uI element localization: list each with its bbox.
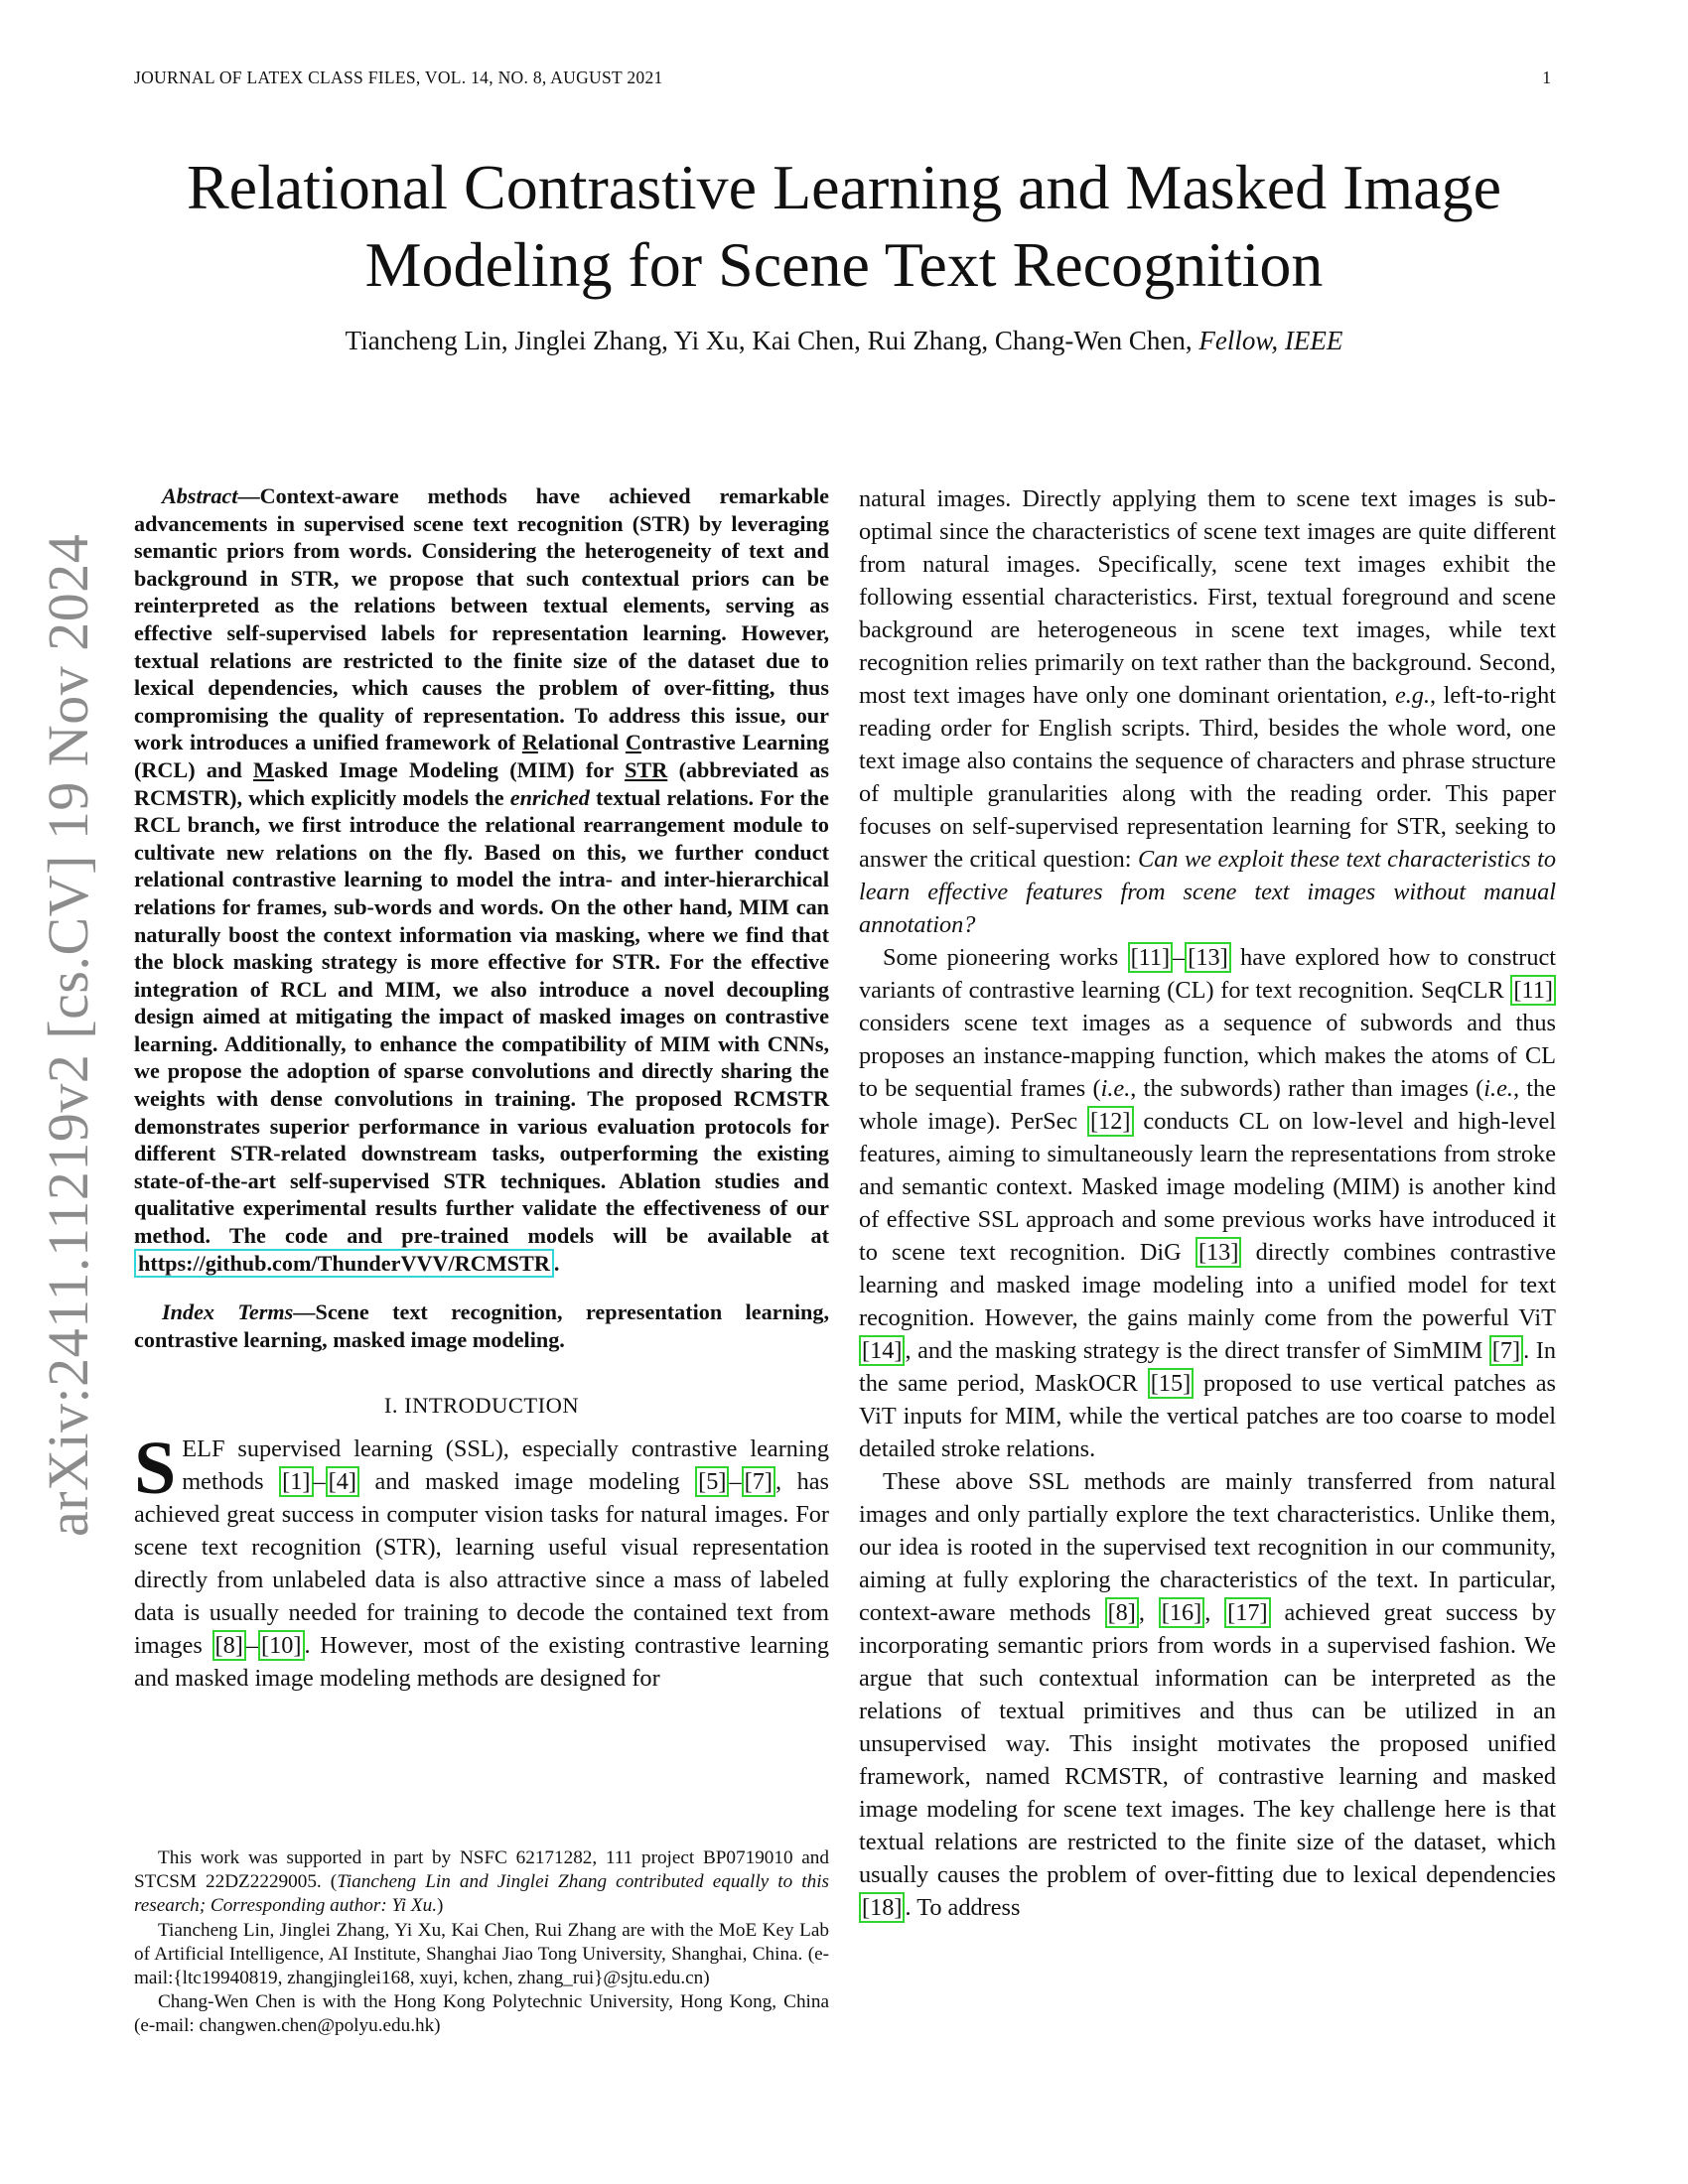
- body-text: These above SSL methods are mainly transferred from natural images and only partially explore the text characteristics. Unlike them, our idea is rooted in the supervised text recognition in our community, aiming at fully exploring the characteristics of the text. In particular, context-aware methods: [859, 1468, 1556, 1626]
- footnote-emph: Tiancheng Lin and Jinglei Zhang contributed equally to this research; Corresponding author: Yi Xu.: [134, 1871, 830, 1917]
- intro-text: –: [313, 1468, 326, 1496]
- body-text: proposed to use vertical patches as ViT inputs for MIM, while the vertical patches are too coarse to model detailed stroke relations.: [859, 1370, 1557, 1462]
- abstract-text: elational: [537, 730, 626, 755]
- citation-link[interactable]: [10]: [258, 1630, 304, 1661]
- abstract-end: .: [553, 1250, 560, 1276]
- abstract-text: ontrastive Learning (RCL) and: [134, 730, 830, 782]
- citation-link[interactable]: [8]: [212, 1630, 246, 1661]
- intro-paragraph: [134, 1427, 829, 1695]
- body-text: conducts CL on low-level and high-level features, aiming to simultaneously learn the representations from stroke and semantic context. Masked image modeling (MIM) is another kind of effective SSL approach and some previous works have introduced it to scene text recognition. DiG: [859, 1108, 1556, 1266]
- footnote-text: ): [437, 1895, 444, 1917]
- right-paragraph-1: [859, 482, 1556, 941]
- left-column: [134, 482, 829, 1695]
- intro-text: –: [729, 1468, 742, 1496]
- citation-link[interactable]: [13]: [1196, 1237, 1241, 1268]
- body-text: Some pioneering works: [883, 944, 1128, 971]
- abstract-lead: Abstract: [162, 483, 238, 508]
- index-terms: [134, 1298, 829, 1353]
- body-text: ,: [1204, 1599, 1225, 1626]
- citation-link[interactable]: [4]: [326, 1466, 359, 1497]
- citation-link[interactable]: [5]: [695, 1466, 729, 1497]
- body-math: e.g.: [1394, 682, 1431, 709]
- drop-cap: S: [134, 1427, 177, 1511]
- body-text: achieved great success by incorporating semantic priors from words in a supervised fashion. We argue that such contextual information can be interpreted as the relations of textual primitives and thus can be utilized in an unsupervised way. This insight motivates the proposed unified framework, named RCMSTR, of contrastive learning and masked image modeling for scene text images. The key challenge here is that textual relations are restricted to the finite size of the dataset, which usually causes the problem of over-fitting due to lexical dependencies: [859, 1599, 1556, 1888]
- body-text: ,: [1138, 1599, 1159, 1626]
- abstract-text: textual relations. For the RCL branch, we first introduce the relational rearrangement module to cultivate new relations on the fly. Based on this, we further conduct relational contrastive learning to model the intra- and inter-hierarchical relations for frames, sub-words and words. On the other hand, MIM can naturally boost the context information via masking, where we find that the block masking strategy is more effective for STR. For the effective integration of RCL and MIM, we also introduce a novel decoupling design aimed at mitigating the impact of masked images on contrastive learning. Additionally, to enhance the compatibility of MIM with CNNs, we propose the adoption of sparse convolutions and directly sharing the weights with dense convolutions in training. The proposed RCMSTR demonstrates superior performance in various evaluation protocols for different STR-related downstream tasks, outperforming the existing state-of-the-art self-supervised STR techniques. Ablation studies and qualitative experimental results further validate the effectiveness of our method. The code and pre-trained models will be available at: [134, 784, 829, 1249]
- citation-link[interactable]: [1]: [279, 1466, 313, 1497]
- body-text: considers scene text images as a sequence of subwords and thus proposes an instance-mapping function, which makes the atoms of CL to be sequential frames (: [859, 1010, 1556, 1102]
- body-text: –: [1173, 944, 1186, 971]
- right-column: [859, 482, 1556, 1924]
- body-math: i.e.: [1100, 1075, 1131, 1102]
- citation-link[interactable]: [7]: [742, 1466, 775, 1497]
- body-text: , the subwords) rather than images (: [1130, 1075, 1484, 1102]
- right-paragraph-2: [859, 941, 1556, 1465]
- code-url-link[interactable]: https://github.com/ThunderVVV/RCMSTR: [134, 1249, 554, 1278]
- abstract-underline-c: C: [625, 730, 641, 755]
- citation-link[interactable]: [7]: [1489, 1335, 1523, 1366]
- footnotes: [134, 1846, 829, 2039]
- intro-text: –: [245, 1632, 259, 1660]
- body-text: directly combines contrastive learning and masked image modeling into a unified model for text recognition. However, the gains mainly come from the powerful ViT: [859, 1239, 1556, 1331]
- abstract-text: asked Image Modeling (MIM) for: [273, 756, 626, 782]
- section-heading: I. INTRODUCTION: [383, 1393, 580, 1419]
- citation-link[interactable]: [16]: [1159, 1597, 1204, 1628]
- abstract-text: —Context-aware methods have achieved remarkable advancements in supervised scene text recognition (STR) by leveraging semantic priors from words. Considering the heterogeneity of text and background in STR, we propose that such contextual priors can be reinterpreted as the relations between textual elements, serving as effective self-supervised labels for representation learning. However, textual relations are restricted to the finite size of the dataset due to lexical dependencies, which causes the problem of over-fitting, thus compromising the quality of representation. To address this issue, our work introduces a unified framework of: [134, 483, 829, 755]
- footnote-text: This work was supported in part by NSFC 62171282, 111 project BP0719010 and STCSM 22DZ2229005. (: [134, 1847, 829, 1893]
- intro-text: . However, most of the existing contrastive learning and masked image modeling methods are designed for: [134, 1632, 829, 1693]
- body-text: natural images. Directly applying them to scene text images is sub-optimal since the characteristics of scene text images are quite different from natural images. Specifically, scene text images exhibit the following essential characteristics. First, textual foreground and scene background are heterogeneous in scene text images, while text recognition relies primarily on text rather than the background. Second, most text images have only one dominant orientation,: [859, 485, 1556, 709]
- abstract: [134, 482, 829, 1277]
- paper-title: Relational Contrastive Learning and Masked Image Modeling for Scene Text Recognition: [186, 152, 1502, 300]
- citation-link[interactable]: [12]: [1087, 1106, 1133, 1137]
- footnote-affiliation-polyu: Chang-Wen Chen is with the Hong Kong Polytechnic University, Hong Kong, China (e-mail: changwen.chen@polyu.edu.hk): [134, 1991, 829, 2037]
- body-text: . To address: [905, 1894, 1021, 1921]
- arxiv-watermark: arXiv:2411.11219v2 [cs.CV] 19 Nov 2024: [36, 533, 100, 1537]
- abstract-underline-str: STR: [625, 756, 668, 782]
- author-suffix: Fellow, IEEE: [1198, 326, 1343, 355]
- citation-link[interactable]: [11]: [1128, 942, 1174, 973]
- body-text: . In the same period, MaskOCR: [859, 1337, 1556, 1397]
- citation-link[interactable]: [8]: [1105, 1597, 1139, 1628]
- intro-text: , has achieved great success in computer vision tasks for natural images. For scene text recognition (STR), learning useful visual representation directly from unlabeled data is also attractive since a mass of labeled data is usually needed for training to decode the contained text from images: [134, 1468, 829, 1660]
- body-math: i.e.: [1483, 1075, 1513, 1102]
- abstract-underline-m: M: [253, 756, 274, 782]
- citation-link[interactable]: [17]: [1224, 1597, 1270, 1628]
- body-text: , left-to-right reading order for English scripts. Third, besides the whole word, one text image also contains the sequence of characters and phrase structure of multiple granularities along with the reading order. This paper focuses on self-supervised representation learning for STR, seeking to answer the critical question:: [859, 682, 1556, 873]
- citation-link[interactable]: [18]: [859, 1892, 905, 1923]
- citation-link[interactable]: [14]: [859, 1335, 905, 1366]
- footnote-funding: [134, 1846, 829, 1919]
- intro-text: ELF supervised learning (SSL), especially contrastive learning methods: [182, 1435, 829, 1496]
- footnote-affiliation-sjtu: Tiancheng Lin, Jinglei Zhang, Yi Xu, Kai Chen, Rui Zhang are with the MoE Key Lab of Artificial Intelligence, AI Institute, Shanghai Jiao Tong University, Shanghai, China. (e-mail:{ltc19940819, zhangjinglei168, xuyi, kchen, zhang_rui}@sjtu.edu.cn): [134, 1919, 829, 1989]
- citation-link[interactable]: [13]: [1185, 942, 1230, 973]
- body-text: , the whole image). PerSec: [859, 1075, 1556, 1135]
- journal-header: JOURNAL OF LATEX CLASS FILES, VOL. 14, NO. 8, AUGUST 2021: [134, 68, 663, 87]
- citation-link[interactable]: [11]: [1510, 975, 1556, 1006]
- author-list: [99, 326, 1589, 356]
- intro-text: and masked image modeling: [359, 1468, 696, 1496]
- author-names: Tiancheng Lin, Jinglei Zhang, Yi Xu, Kai Chen, Rui Zhang, Chang-Wen Chen,: [345, 326, 1193, 355]
- body-text: have explored how to construct variants of contrastive learning (CL) for text recognition. SeqCLR: [859, 944, 1556, 1004]
- index-terms-lead: Index Terms: [162, 1299, 294, 1325]
- research-question: Can we exploit these text characteristics to learn effective features from scene text images without manual annotation?: [859, 846, 1556, 938]
- index-terms-text: —Scene text recognition, representation learning, contrastive learning, masked image modeling.: [134, 1299, 830, 1352]
- abstract-underline-r: R: [521, 730, 538, 755]
- citation-link[interactable]: [15]: [1148, 1368, 1194, 1399]
- body-text: , and the masking strategy is the direct transfer of SimMIM: [905, 1337, 1489, 1364]
- page-number: 1: [1542, 68, 1551, 87]
- right-paragraph-3: [859, 1465, 1556, 1924]
- abstract-emph: enriched: [509, 784, 590, 810]
- abstract-text: (abbreviated as RCMSTR), which explicitly models the: [134, 756, 829, 810]
